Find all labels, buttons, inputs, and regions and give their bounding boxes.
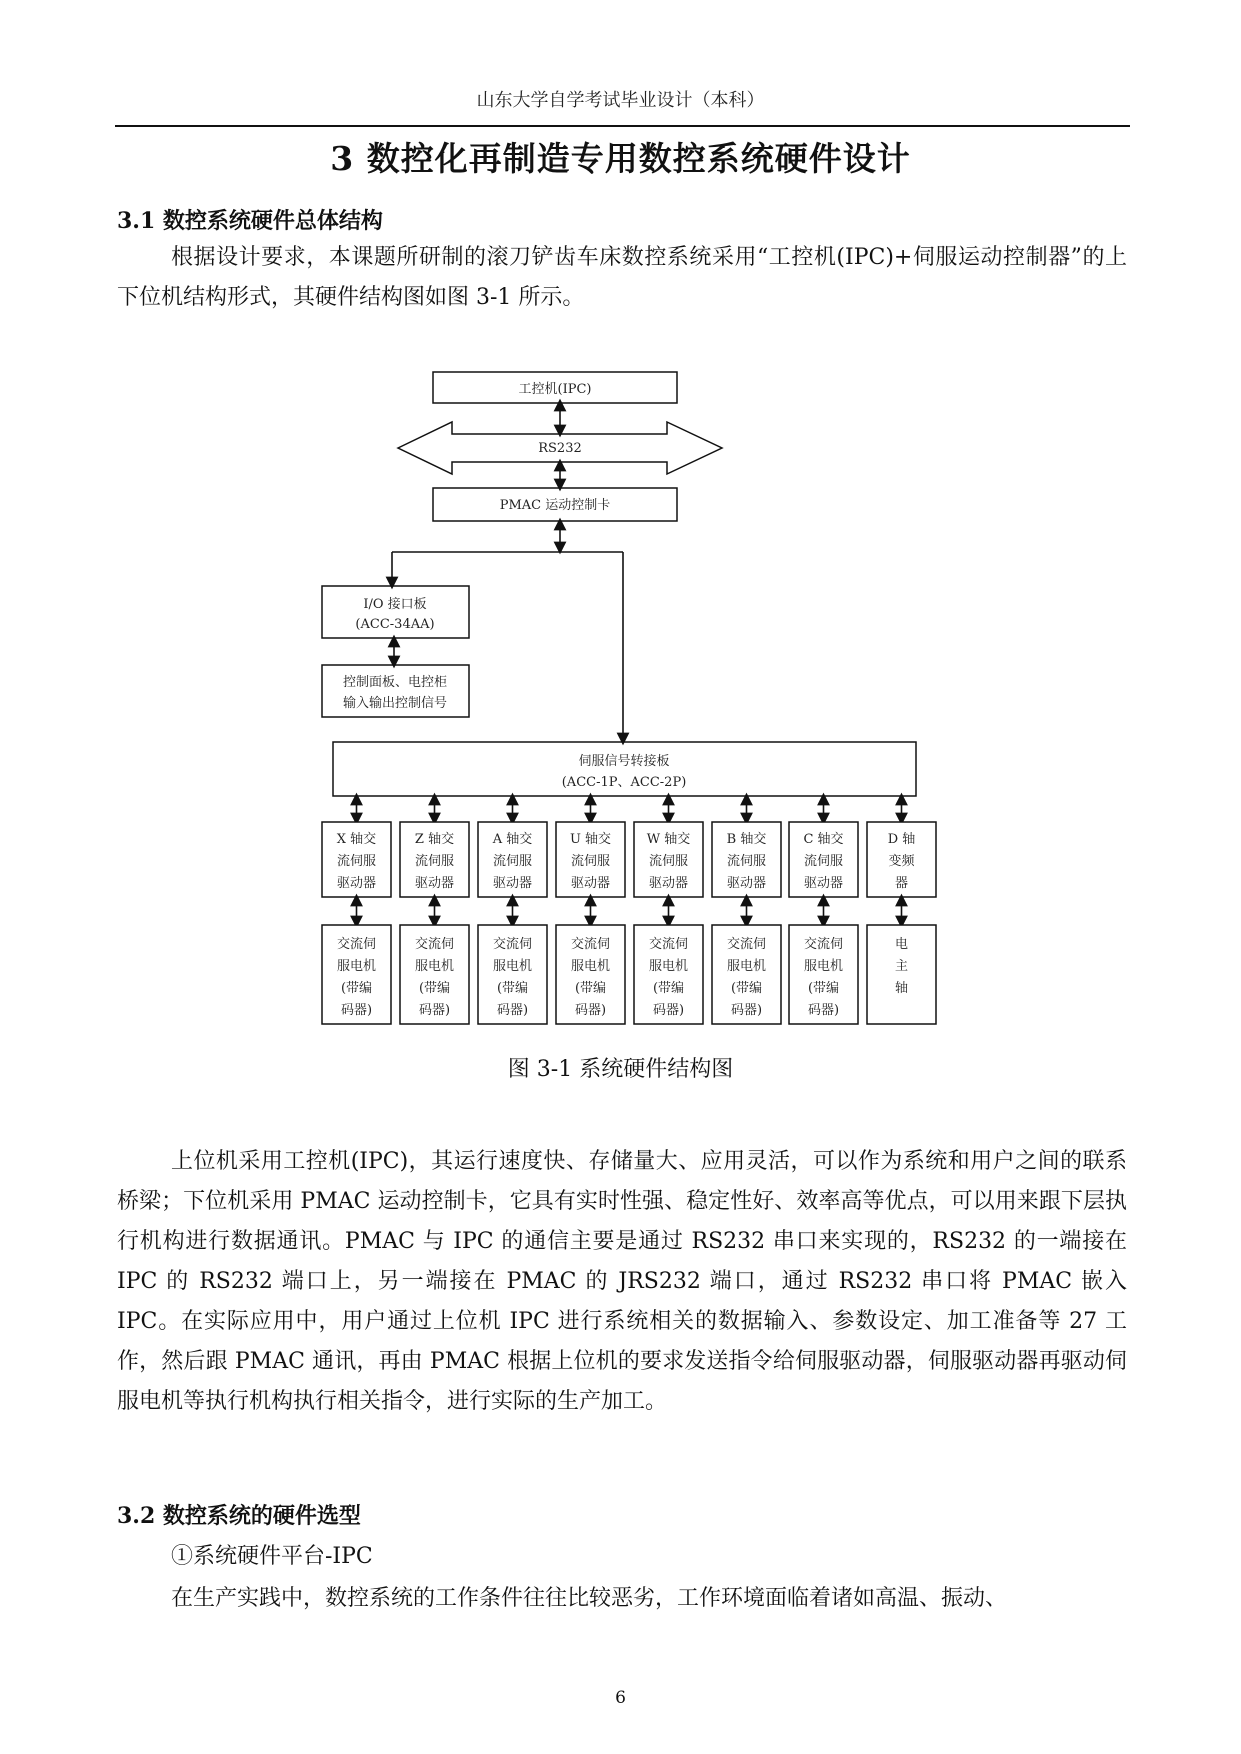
motor-label: 主 (894, 959, 909, 974)
motor-label: 服电机 (570, 959, 611, 974)
motor-label: 码器) (496, 1003, 529, 1018)
motor-label: (带编 (496, 981, 529, 996)
driver-label: 驱动器 (648, 876, 689, 891)
motor-label: 交流伺 (414, 937, 455, 952)
list-item-ipc: ①系统硬件平台-IPC (171, 1544, 373, 1569)
motor-label: 服电机 (492, 959, 533, 974)
driver-label: W 轴交 (646, 832, 691, 847)
driver-label: A 轴交 (492, 832, 533, 847)
control-panel-label-2: 输入输出控制信号 (342, 696, 448, 711)
driver-label: 驱动器 (414, 876, 455, 891)
driver-label: 流伺服 (726, 854, 767, 869)
motor-label: 交流伺 (570, 937, 611, 952)
motor-label: 码器) (807, 1003, 840, 1018)
figure-caption: 图 3-1 系统硬件结构图 (507, 1057, 734, 1082)
io-board-model: (ACC-34AA) (355, 617, 435, 632)
motor-label: 服电机 (414, 959, 455, 974)
driver-label: 变频 (888, 854, 915, 869)
section-heading-3-2: 3.2 数控系统的硬件选型 (117, 1503, 361, 1529)
rs232-label: RS232 (538, 441, 582, 456)
driver-label: 驱动器 (570, 876, 611, 891)
motor-label: 电 (894, 937, 909, 952)
motor-label: 码器) (340, 1003, 373, 1018)
section-heading-3-1: 3.1 数控系统硬件总体结构 (117, 208, 383, 234)
motor-label: 服电机 (803, 959, 844, 974)
io-board-label: I/O 接口板 (363, 597, 427, 612)
driver-label: 器 (894, 876, 909, 891)
driver-label: 流伺服 (803, 854, 844, 869)
motor-label: 码器) (652, 1003, 685, 1018)
driver-label: 驱动器 (492, 876, 533, 891)
section-2-paragraph: 在生产实践中，数控系统的工作条件往往比较恶劣，工作环境面临着诸如高温、振动、 (171, 1586, 1008, 1611)
driver-label: 流伺服 (570, 854, 611, 869)
driver-label: D 轴 (887, 832, 916, 847)
body-paragraph: 上位机采用工控机(IPC)，其运行速度快、存储量大、应用灵活，可以作为系统和用户之间的联系桥梁；下位机采用 PMAC 运动控制卡，它具有实时性强、稳定性好、效率高等优点，可以用来跟下层执行机构进行数据通讯。PMAC 与 IPC 的通信主要是通过 RS232 串口来实现的，RS232 的一端接在 IPC 的 RS232 端口上，另一端接在 PMAC 的 JRS232 端口，通过 RS232 串口将 PMAC 嵌入 IPC。在实际应用中，用户通过上位机 IPC 进行系统相关的数据输入、参数设定、加工准备等 27 工作，然后跟 PMAC 通讯，再由 PMAC 根据上位机的要求发送指令给伺服驱动器，伺服驱动器再驱动伺服电机等执行机构执行相关指令，进行实际的生产加工。 (117, 1149, 1127, 1414)
motor-label: 服电机 (648, 959, 689, 974)
driver-label: U 轴交 (569, 832, 612, 847)
motor-label: 交流伺 (336, 937, 377, 952)
control-panel-label-1: 控制面板、电控柜 (342, 675, 448, 690)
page-header: 山东大学自学考试毕业设计（本科） (476, 90, 765, 111)
motor-label: (带编 (730, 981, 763, 996)
motor-label: (带编 (652, 981, 685, 996)
driver-label: Z 轴交 (414, 832, 455, 847)
ipc-label: 工控机(IPC) (518, 382, 592, 397)
page-number: 6 (615, 1688, 626, 1708)
motor-label: (带编 (340, 981, 373, 996)
motor-label: 服电机 (336, 959, 377, 974)
servo-board-label: 伺服信号转接板 (578, 754, 670, 769)
motor-label: 交流伺 (726, 937, 767, 952)
motor-label: 码器) (418, 1003, 451, 1018)
driver-label: 驱动器 (336, 876, 377, 891)
driver-label: 驱动器 (726, 876, 767, 891)
motor-label: 码器) (574, 1003, 607, 1018)
motor-label: 交流伺 (492, 937, 533, 952)
driver-label: 驱动器 (803, 876, 844, 891)
driver-label: 流伺服 (648, 854, 689, 869)
driver-label: B 轴交 (726, 832, 767, 847)
chapter-title: 3 数控化再制造专用数控系统硬件设计 (330, 139, 911, 178)
driver-label: C 轴交 (803, 832, 844, 847)
motor-label: 交流伺 (648, 937, 689, 952)
motor-label: (带编 (574, 981, 607, 996)
motor-label: 服电机 (726, 959, 767, 974)
motor-label: 轴 (894, 981, 909, 996)
pmac-label: PMAC 运动控制卡 (499, 498, 611, 513)
motor-label: 码器) (730, 1003, 763, 1018)
driver-label: 流伺服 (414, 854, 455, 869)
driver-label: X 轴交 (336, 832, 377, 847)
motor-label: (带编 (418, 981, 451, 996)
driver-label: 流伺服 (336, 854, 377, 869)
motor-label: (带编 (807, 981, 840, 996)
driver-label: 流伺服 (492, 854, 533, 869)
servo-board-model: (ACC-1P、ACC-2P) (561, 775, 687, 790)
intro-paragraph: 根据设计要求，本课题所研制的滚刀铲齿车床数控系统采用“工控机(IPC)+伺服运动控制器”的上下位机结构形式，其硬件结构图如图 3-1 所示。 (117, 245, 1127, 310)
motor-label: 交流伺 (803, 937, 844, 952)
